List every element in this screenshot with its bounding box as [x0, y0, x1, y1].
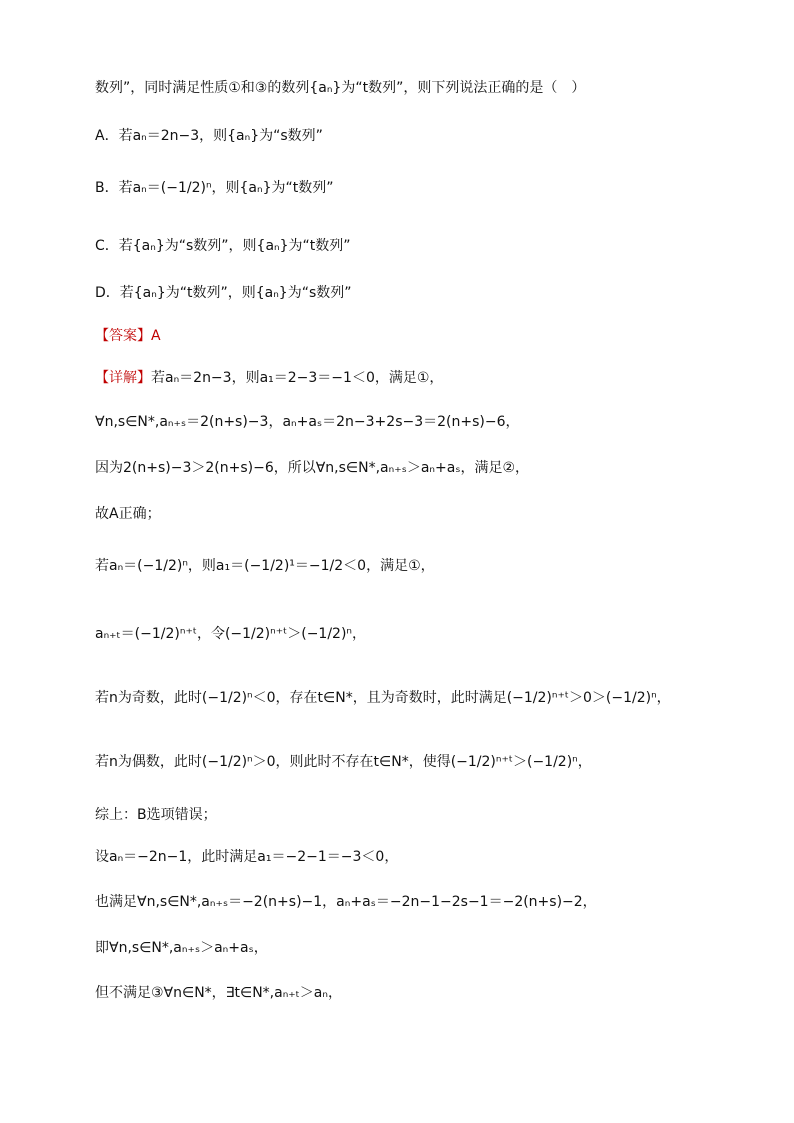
option-d-text: D．若{aₙ}为“t数列”，则{aₙ}为“s数列” — [95, 285, 352, 301]
d1: 若aₙ＝2n−3，则a₁＝2−3＝−1＜0，满足①， — [151, 370, 444, 386]
detail-line-1 — [95, 368, 443, 388]
answer: 【答案】A — [95, 328, 161, 344]
d2: ∀n,s∈N*,aₙ₊ₛ＝2(n+s)−3，aₙ+aₛ＝2n−3+2s−3＝2(n+s)−6， — [95, 414, 520, 430]
d4: 故A正确； — [95, 506, 161, 522]
l1: 数列”，同时满足性质①和③的数列{aₙ}为“t数列”，则下列说法正确的是（ ） — [95, 80, 586, 96]
d9: 综上：B选项错误； — [95, 807, 217, 823]
option-b-text: B．若aₙ＝(−1/2)ⁿ，则{aₙ}为“t数列” — [95, 180, 334, 196]
d5: 若aₙ＝(−1/2)ⁿ，则a₁＝(−1/2)¹＝−1/2＜0，满足①， — [95, 558, 435, 574]
detail-line-2 — [95, 412, 520, 432]
d13: 但不满足③∀n∈N*，∃t∈N*,aₙ₊ₜ＞aₙ， — [95, 985, 342, 1001]
option-d — [95, 283, 352, 303]
d8: 若n为偶数，此时(−1/2)ⁿ＞0，则此时不存在t∈N*，使得(−1/2)ⁿ⁺ᵗ＞(−1/2)ⁿ， — [95, 754, 592, 770]
d11: 也满足∀n,s∈N*,aₙ₊ₛ＝−2(n+s)−1，aₙ+aₛ＝−2n−1−2s−1＝−2(n+s)−2， — [95, 894, 597, 910]
detail-line-7 — [95, 688, 671, 708]
option-c — [95, 236, 351, 256]
d12: 即∀n,s∈N*,aₙ₊ₛ＞aₙ+aₛ， — [95, 940, 268, 956]
option-b — [95, 178, 334, 198]
d10: 设aₙ＝−2n−1，此时满足a₁＝−2−1＝−3＜0， — [95, 849, 399, 865]
detail-line-9 — [95, 805, 217, 825]
detail-line-8 — [95, 752, 592, 772]
detail-line-3 — [95, 458, 529, 478]
answer-line — [95, 326, 161, 346]
detail-line-12 — [95, 938, 268, 958]
option-a — [95, 126, 323, 146]
detail-line-10 — [95, 847, 398, 867]
d6: aₙ₊ₜ＝(−1/2)ⁿ⁺ᵗ，令(−1/2)ⁿ⁺ᵗ＞(−1/2)ⁿ， — [95, 626, 367, 642]
d3: 因为2(n+s)−3＞2(n+s)−6，所以∀n,s∈N*,aₙ₊ₛ＞aₙ+aₛ，满足②， — [95, 460, 530, 476]
option-c-text: C．若{aₙ}为“s数列”，则{aₙ}为“t数列” — [95, 238, 351, 254]
line-1 — [95, 78, 585, 98]
d7: 若n为奇数，此时(−1/2)ⁿ＜0，存在t∈N*，且为奇数时，此时满足(−1/2)ⁿ⁺ᵗ＞0＞(−1/2)ⁿ， — [95, 690, 671, 706]
detail-line-6 — [95, 624, 366, 644]
detail-line-4 — [95, 504, 161, 524]
detail-line-13 — [95, 983, 342, 1003]
detail-tag: 【详解】 — [95, 370, 151, 386]
detail-line-5 — [95, 556, 435, 576]
detail-line-11 — [95, 892, 597, 912]
option-a-text: A．若aₙ＝2n−3，则{aₙ}为“s数列” — [95, 128, 323, 144]
